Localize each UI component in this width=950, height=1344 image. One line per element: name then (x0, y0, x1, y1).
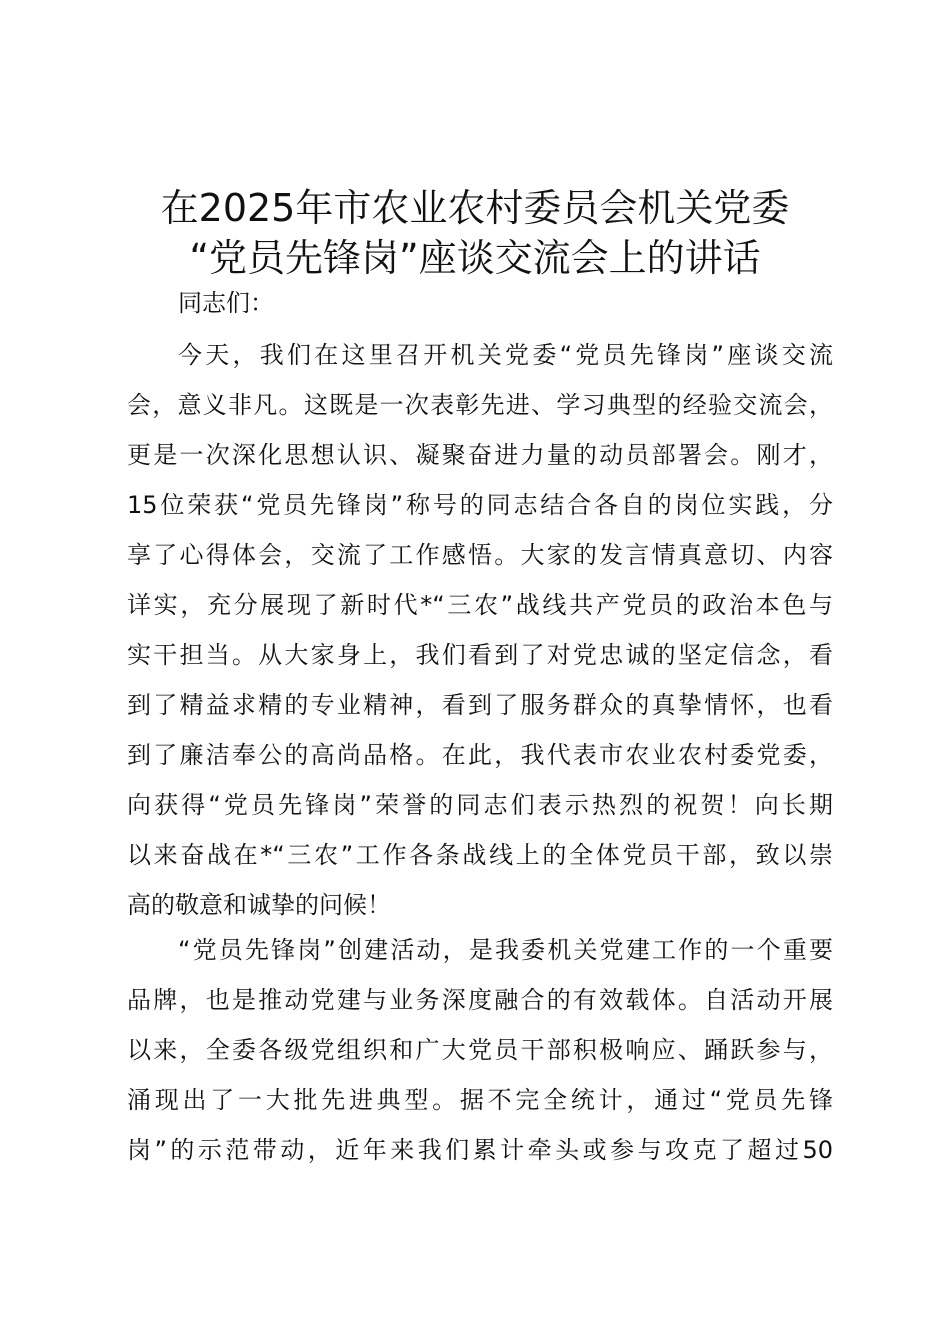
paragraph-1-line: 高的敬意和诚挚的问候！ (127, 891, 391, 919)
paragraph-1-line: 今天，我们在这里召开机关党委“党员先锋岗”座谈交流 (178, 341, 833, 369)
paragraph-1-line: 更是一次深化思想认识、凝聚奋进力量的动员部署会。刚才， (127, 441, 833, 469)
paragraph-1-line: 15位荣获“党员先锋岗”称号的同志结合各自的岗位实践，分 (127, 491, 833, 519)
paragraph-1-line: 到了精益求精的专业精神，看到了服务群众的真挚情怀，也看 (127, 691, 833, 719)
paragraph-1-line: 到了廉洁奉公的高尚品格。在此，我代表市农业农村委党委， (127, 741, 833, 769)
salutation: 同志们： (178, 289, 274, 317)
paragraph-1-line: 以来奋战在*“三农”工作各条战线上的全体党员干部，致以崇 (127, 841, 833, 869)
paragraph-1-line: 详实，充分展现了新时代*“三农”战线共产党员的政治本色与 (127, 591, 833, 619)
paragraph-2-line: 岗”的示范带动，近年来我们累计牵头或参与攻克了超过50 (127, 1136, 833, 1164)
paragraph-1-line: 向获得“党员先锋岗”荣誉的同志们表示热烈的祝贺！向长期 (127, 791, 833, 819)
paragraph-2-line: 品牌，也是推动党建与业务深度融合的有效载体。自活动开展 (127, 986, 833, 1014)
paragraph-2-line: 涌现出了一大批先进典型。据不完全统计，通过“党员先锋 (127, 1086, 833, 1114)
paragraph-1-line: 会，意义非凡。这既是一次表彰先进、学习典型的经验交流会， (127, 391, 833, 419)
paragraph-1-line: 享了心得体会，交流了工作感悟。大家的发言情真意切、内容 (127, 541, 833, 569)
document-title-line-2: “党员先锋岗”座谈交流会上的讲话 (189, 236, 761, 280)
paragraph-2-line: “党员先锋岗”创建活动，是我委机关党建工作的一个重要 (178, 936, 833, 964)
document-title-line-1: 在2025年市农业农村委员会机关党委 (160, 186, 790, 230)
paragraph-2-line: 以来，全委各级党组织和广大党员干部积极响应、踊跃参与， (127, 1036, 833, 1064)
paragraph-1-line: 实干担当。从大家身上，我们看到了对党忠诚的坚定信念，看 (127, 641, 833, 669)
